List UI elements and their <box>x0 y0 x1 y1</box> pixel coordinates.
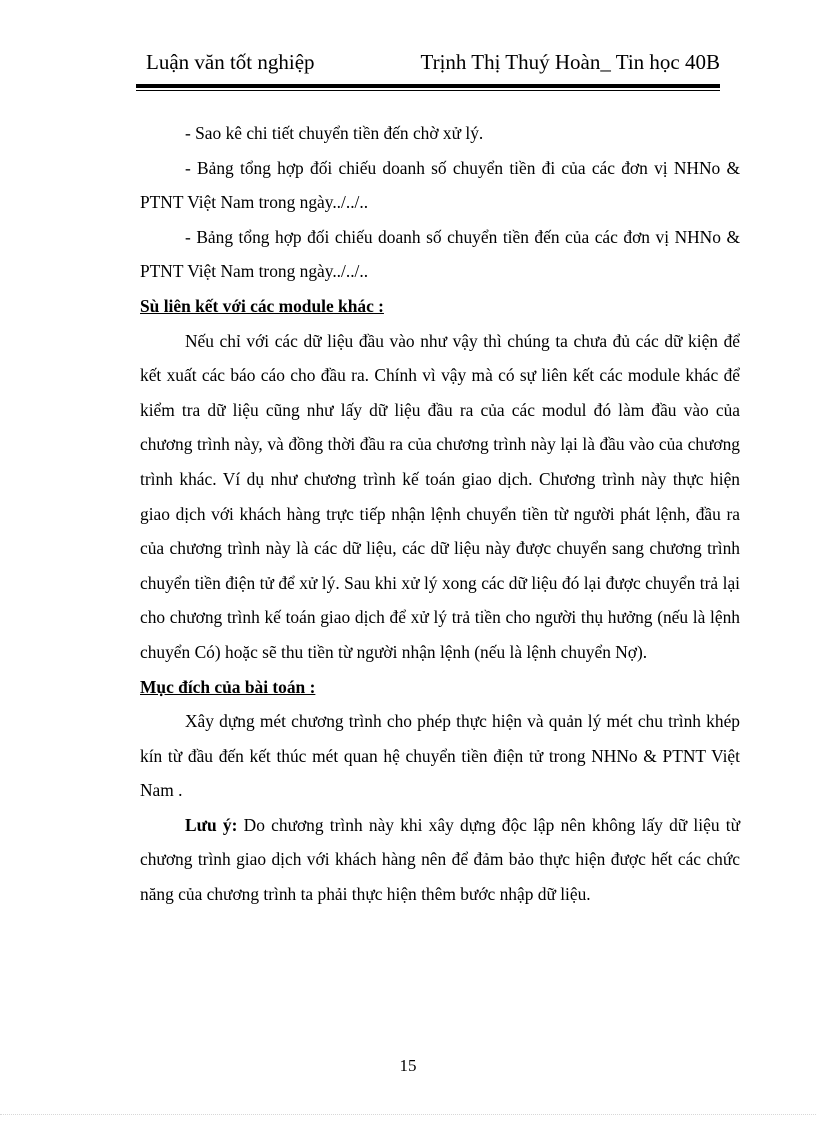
header-rule-thick <box>136 84 720 88</box>
note-label: Lưu ý: <box>185 814 238 835</box>
note-text: Do chương trình này khi xây dựng độc lập nên không lấy dữ liệu từ chương trình giao dịch với khách hàng nên để đảm bảo thực hiện được hết các chức năng của chương trình ta phải thực hiện thêm bước nhập dữ liệu. <box>140 814 741 905</box>
paragraph-purpose: Xây dựng mét chương trình cho phép thực hiện và quản lý mét chu trình khép kín từ đầu đến kết thúc mét quan hệ chuyển tiền điện tử trong NHNo & PTNT Việt Nam . <box>140 711 740 801</box>
page-content <box>140 116 740 912</box>
header-thesis-title: Luận văn tốt nghiệp <box>146 50 315 74</box>
heading-text: Mục đích của bài toán : <box>140 676 316 697</box>
report-item: - Sao kê chi tiết chuyển tiền đến chờ xử lý. <box>185 123 484 143</box>
heading-text: Sù liên kết với các module khác : <box>140 295 384 316</box>
paragraph-note <box>140 808 740 912</box>
report-item: - Bảng tổng hợp đối chiếu doanh số chuyển tiền đi của các đơn vị NHNo & PTNT Việt Nam trong ngày../../.. <box>140 157 740 213</box>
section-heading-purpose <box>140 670 740 705</box>
page-number: 15 <box>399 1056 417 1075</box>
page-header <box>140 50 720 80</box>
header-author: Trịnh Thị Thuý Hoàn_ Tin học 40B <box>420 50 720 74</box>
header-rule-thin <box>136 90 720 91</box>
section-heading-module-links <box>140 289 740 324</box>
paragraph-module-links: Nếu chỉ với các dữ liệu đầu vào như vậy thì chúng ta chưa đủ các dữ kiện để kết xuất các báo cáo cho đầu ra. Chính vì vậy mà có sự liên kết các module khác để kiểm tra dữ liệu cũng như lấy dữ liệu đầu ra của các modul đó làm đầu vào của chương trình này, và đồng thời đầu ra của chương trình này lại là đầu vào của chương trình khác. Ví dụ như chương trình kế toán giao dịch. Chương trình này thực hiện giao dịch với khách hàng trực tiếp nhận lệnh chuyển tiền từ người phát lệnh, đầu ra của chương trình này là các dữ liệu, các dữ liệu này được chuyển sang chương trình chuyển tiền điện tử để xử lý. Sau khi xử lý xong các dữ liệu đó lại được chuyển trả lại cho chương trình kế toán giao dịch để xử lý trả tiền cho người thụ hưởng (nếu là lệnh chuyển Có) hoặc sẽ thu tiền từ người nhận lệnh (nếu là lệnh chuyển Nợ). <box>140 330 740 662</box>
page-bottom-border <box>0 1114 816 1115</box>
report-item: - Bảng tổng hợp đối chiếu doanh số chuyển tiền đến của các đơn vị NHNo & PTNT Việt Nam trong ngày../../.. <box>140 226 740 282</box>
